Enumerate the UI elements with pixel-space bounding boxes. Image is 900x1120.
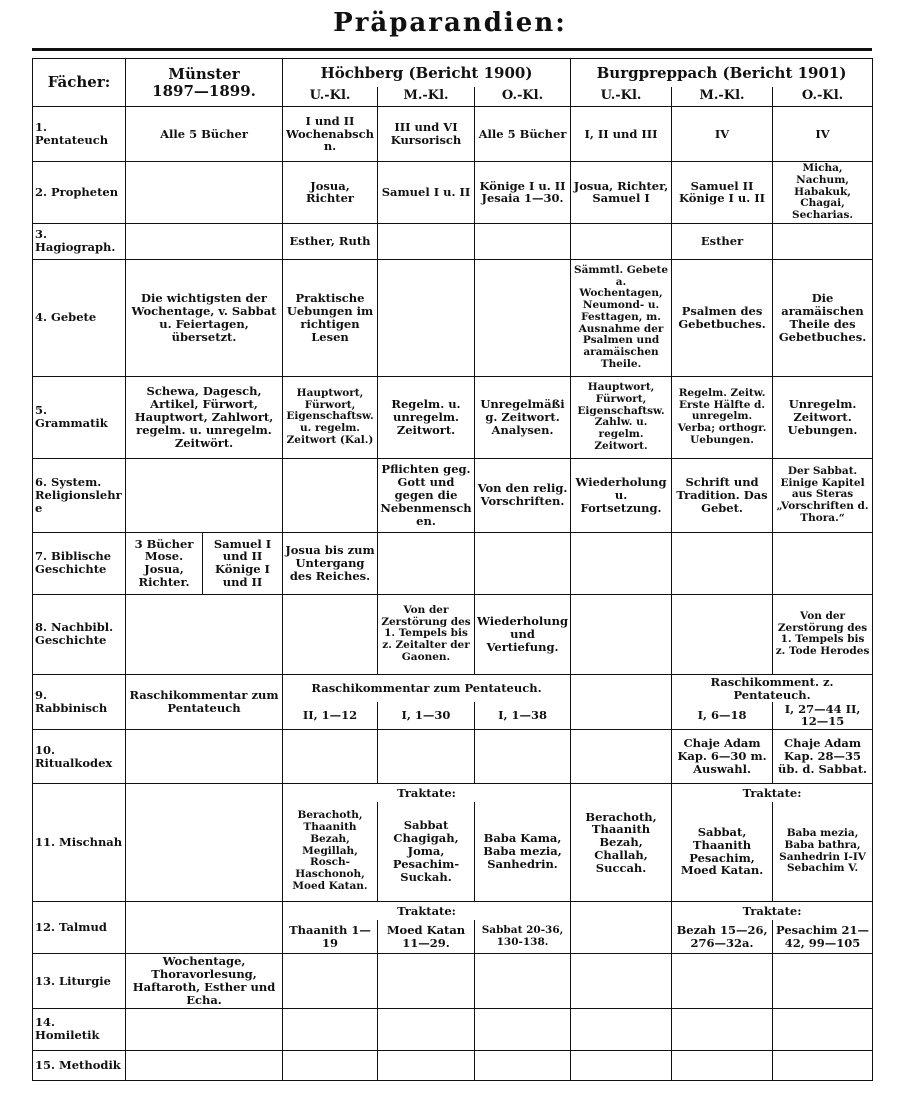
subject-cell: 15. Methodik: [33, 1050, 126, 1080]
row-pentateuch: [33, 107, 873, 162]
subject-cell: 14. Homiletik: [33, 1008, 126, 1050]
cell-b-o: Baba mezia, Baba bathra, Sanhedrin I-IV Sebachim V.: [773, 802, 873, 902]
cell-h-u: Thaanith 1—19: [283, 920, 378, 954]
cell-b-o: [773, 532, 873, 594]
row-nachbibl-geschichte: [33, 594, 873, 674]
cell-muenster: Wochentage, Thoravorlesung, Haftaroth, Esther und Echa.: [126, 954, 283, 1009]
cell-muenster: [126, 902, 283, 954]
subject-cell: 1. Pentateuch: [33, 107, 126, 162]
cell-muenster: Die wichtigsten der Wochentage, v. Sabbat u. Feiertagen, übersetzt.: [126, 259, 283, 376]
cell-h-o: I, 1—38: [475, 702, 571, 730]
cell-h-u: Praktische Uebungen im richtigen Lesen: [283, 259, 378, 376]
row-liturgie: [33, 954, 873, 1009]
cell-muenster: Alle 5 Bücher: [126, 107, 283, 162]
cell-b-u: Berachoth, Thaanith Bezah, Challah, Succah.: [571, 784, 672, 902]
header-h-m-kl: M.-Kl.: [378, 87, 475, 107]
row-hagiograph: [33, 223, 873, 259]
header-muenster-name: Münster: [168, 64, 240, 83]
cell-b-m: Samuel II Könige I u. II: [672, 162, 773, 224]
cell-b-o: I, 27—44 II, 12—15: [773, 702, 873, 730]
cell-h-o: [475, 223, 571, 259]
cell-b-m: Sabbat, Thaanith Pesachim, Moed Katan.: [672, 802, 773, 902]
cell-muenster-a: 3 Bücher Mose. Josua, Richter.: [126, 532, 203, 594]
cell-b-u: Sämmtl. Gebete a. Wochentagen, Neumond- u. Festtagen, m. Ausnahme der Psalmen und aramäischen Theile.: [571, 259, 672, 376]
header-muenster: [126, 59, 283, 107]
header-b-m-kl: M.-Kl.: [672, 87, 773, 107]
cell-h-o: [475, 1008, 571, 1050]
header-h-u-kl: U.-Kl.: [283, 87, 378, 107]
row-grammatik: [33, 376, 873, 458]
cell-muenster: Schewa, Dagesch, Artikel, Fürwort, Hauptwort, Zahlwort, regelm. u. unregelm. Zeitwört.: [126, 376, 283, 458]
cell-b-o: Micha, Nachum, Habakuk, Chagai, Secharias.: [773, 162, 873, 224]
cell-h-m: [378, 730, 475, 784]
cell-h-u: [283, 1008, 378, 1050]
cell-h-u: [283, 458, 378, 532]
cell-b-o: [773, 223, 873, 259]
cell-b-m: IV: [672, 107, 773, 162]
cell-h-m: Von der Zerstörung des 1. Tempels bis z. Zeitalter der Gaonen.: [378, 594, 475, 674]
cell-muenster: [126, 1050, 283, 1080]
subject-cell: 5. Grammatik: [33, 376, 126, 458]
cell-muenster: [126, 730, 283, 784]
cell-b-u: [571, 954, 672, 1009]
cell-b-m: Regelm. Zeitw. Erste Hälfte d. unregelm. Verba; orthogr. Uebungen.: [672, 376, 773, 458]
row-methodik: [33, 1050, 873, 1080]
cell-h-span: Traktate:: [283, 902, 571, 920]
cell-muenster-b: Samuel I und II Könige I und II: [203, 532, 283, 594]
cell-b-o: IV: [773, 107, 873, 162]
cell-b-m: Chaje Adam Kap. 6—30 m. Auswahl.: [672, 730, 773, 784]
row-talmud: [33, 902, 873, 920]
cell-h-o: Wiederholung und Vertiefung.: [475, 594, 571, 674]
curriculum-sheet: [32, 48, 872, 1091]
row-rabbinisch: [33, 674, 873, 701]
cell-h-m: Pflichten geg. Gott und gegen die Nebenmenschen.: [378, 458, 475, 532]
cell-muenster: [126, 594, 283, 674]
cell-h-m: [378, 532, 475, 594]
cell-b-o: [773, 954, 873, 1009]
cell-b-u: [571, 594, 672, 674]
cell-b-o: Unregelm. Zeitwort. Uebungen.: [773, 376, 873, 458]
header-b-u-kl: U.-Kl.: [571, 87, 672, 107]
cell-b-o: Die aramäischen Theile des Gebetbuches.: [773, 259, 873, 376]
cell-b-u: Wiederholung u. Fortsetzung.: [571, 458, 672, 532]
cell-b-m: [672, 954, 773, 1009]
cell-muenster: [126, 1008, 283, 1050]
cell-h-o: [475, 730, 571, 784]
cell-b-u: [571, 674, 672, 730]
cell-b-u: Josua, Richter, Samuel I: [571, 162, 672, 224]
subject-cell: 12. Talmud: [33, 902, 126, 954]
header-hoechberg: Höchberg (Bericht 1900): [283, 59, 571, 87]
cell-b-o: [773, 1050, 873, 1080]
cell-h-m: Samuel I u. II: [378, 162, 475, 224]
subject-cell: 9. Rabbinisch: [33, 674, 126, 730]
cell-h-o: Sabbat 20-36, 130-138.: [475, 920, 571, 954]
cell-h-o: [475, 954, 571, 1009]
row-biblische-geschichte: [33, 532, 873, 594]
cell-h-o: Alle 5 Bücher: [475, 107, 571, 162]
subject-cell: 2. Propheten: [33, 162, 126, 224]
cell-b-m: [672, 594, 773, 674]
header-muenster-years: 1897—1899.: [152, 81, 256, 100]
cell-h-u: Hauptwort, Fürwort, Eigenschaftsw. u. regelm. Zeitwort (Kal.): [283, 376, 378, 458]
cell-b-span: Raschikomment. z. Pentateuch.: [672, 674, 873, 701]
header-h-o-kl: O.-Kl.: [475, 87, 571, 107]
cell-h-o: [475, 259, 571, 376]
cell-h-o: Könige I u. II Jesaia 1—30.: [475, 162, 571, 224]
cell-b-m: Bezah 15—26, 276—32a.: [672, 920, 773, 954]
cell-b-u: [571, 730, 672, 784]
cell-h-m: [378, 1008, 475, 1050]
cell-b-m: [672, 1050, 773, 1080]
cell-muenster: [126, 784, 283, 902]
subject-cell: 3. Hagiograph.: [33, 223, 126, 259]
cell-b-u: [571, 902, 672, 954]
subject-cell: 10. Ritualkodex: [33, 730, 126, 784]
cell-b-span: Traktate:: [672, 784, 873, 802]
cell-muenster: [126, 162, 283, 224]
cell-muenster: [126, 223, 283, 259]
cell-h-span: Traktate:: [283, 784, 571, 802]
cell-b-m: [672, 532, 773, 594]
cell-h-m: III und VI Kursorisch: [378, 107, 475, 162]
cell-b-o: Der Sabbat. Einige Kapitel aus Steras „Vorschriften d. Thora.“: [773, 458, 873, 532]
subject-cell: 13. Liturgie: [33, 954, 126, 1009]
header-row-1: [33, 59, 873, 87]
row-religionslehre: [33, 458, 873, 532]
cell-h-u: Berachoth, Thaanith Bezah, Megillah, Rosch-Haschonoh, Moed Katan.: [283, 802, 378, 902]
cell-b-m: [672, 1008, 773, 1050]
cell-b-o: Von der Zerstörung des 1. Tempels bis z. Tode Herodes: [773, 594, 873, 674]
subject-cell: 7. Biblische Geschichte: [33, 532, 126, 594]
cell-h-u: II, 1—12: [283, 702, 378, 730]
row-ritualkodex: [33, 730, 873, 784]
cell-h-span: Raschikommentar zum Pentateuch.: [283, 674, 571, 701]
subject-cell: 8. Nachbibl. Geschichte: [33, 594, 126, 674]
top-rule: [32, 48, 872, 51]
cell-b-u: [571, 223, 672, 259]
cell-h-u: Esther, Ruth: [283, 223, 378, 259]
cell-h-m: Regelm. u. unregelm. Zeitwort.: [378, 376, 475, 458]
cell-h-u: Josua, Richter: [283, 162, 378, 224]
cell-b-o: [773, 1008, 873, 1050]
cell-b-m: Esther: [672, 223, 773, 259]
page-title: Präparandien:: [333, 8, 567, 38]
subject-cell: 4. Gebete: [33, 259, 126, 376]
cell-h-u: [283, 730, 378, 784]
cell-h-m: I, 1—30: [378, 702, 475, 730]
cell-b-span: Traktate:: [672, 902, 873, 920]
subject-cell: 6. System. Religionslehre: [33, 458, 126, 532]
cell-b-m: Psalmen des Gebetbuches.: [672, 259, 773, 376]
cell-h-u: [283, 594, 378, 674]
cell-b-u: [571, 532, 672, 594]
cell-h-m: [378, 1050, 475, 1080]
row-gebete: [33, 259, 873, 376]
row-homiletik: [33, 1008, 873, 1050]
cell-b-u: I, II und III: [571, 107, 672, 162]
cell-h-m: [378, 259, 475, 376]
cell-h-m: Sabbat Chagigah, Joma, Pesachim-Suckah.: [378, 802, 475, 902]
cell-b-o: Pesachim 21—42, 99—105: [773, 920, 873, 954]
cell-b-m: Schrift und Tradition. Das Gebet.: [672, 458, 773, 532]
cell-h-o: Unregelmäßig. Zeitwort. Analysen.: [475, 376, 571, 458]
cell-h-u: [283, 954, 378, 1009]
cell-h-o: Baba Kama, Baba mezia, Sanhedrin.: [475, 802, 571, 902]
cell-h-m: [378, 954, 475, 1009]
cell-h-o: Von den relig. Vorschriften.: [475, 458, 571, 532]
header-b-o-kl: O.-Kl.: [773, 87, 873, 107]
cell-h-u: I und II Wochenabschn.: [283, 107, 378, 162]
curriculum-table: [32, 58, 873, 1081]
header-burgpreppach: Burgpreppach (Bericht 1901): [571, 59, 873, 87]
cell-h-u: [283, 1050, 378, 1080]
cell-h-u: Josua bis zum Untergang des Reiches.: [283, 532, 378, 594]
cell-muenster: Raschikommentar zum Pentateuch: [126, 674, 283, 730]
cell-b-u: [571, 1008, 672, 1050]
subject-cell: 11. Mischnah: [33, 784, 126, 902]
row-mischnah: [33, 784, 873, 802]
cell-h-m: Moed Katan 11—29.: [378, 920, 475, 954]
row-propheten: [33, 162, 873, 224]
cell-b-u: [571, 1050, 672, 1080]
cell-h-o: [475, 532, 571, 594]
cell-b-o: Chaje Adam Kap. 28—35 üb. d. Sabbat.: [773, 730, 873, 784]
cell-h-o: [475, 1050, 571, 1080]
cell-b-m: I, 6—18: [672, 702, 773, 730]
cell-h-m: [378, 223, 475, 259]
header-faecher: Fächer:: [33, 59, 126, 107]
cell-b-u: Hauptwort, Fürwort, Eigenschaftsw. Zahlw. u. regelm. Zeitwort.: [571, 376, 672, 458]
cell-muenster: [126, 458, 283, 532]
